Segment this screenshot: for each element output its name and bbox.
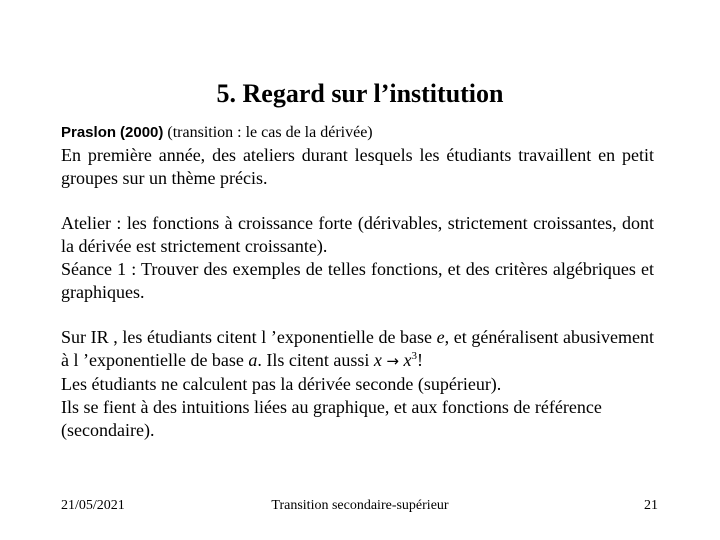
reference-line: [61, 122, 654, 144]
footer-title: Transition secondaire-supérieur: [271, 498, 449, 513]
text-segment: !: [416, 350, 423, 370]
variable-e: e: [436, 327, 445, 347]
paragraph-intuitions: Ils se fient à des intuitions liées au graphique, et aux fonctions de référence (secondaire).: [61, 397, 602, 440]
page-number: 21: [644, 498, 658, 513]
variable-x-cubed: x: [403, 350, 412, 370]
variable-a: a: [248, 350, 258, 370]
slide-title: 5. Regard sur l’institution: [216, 79, 504, 108]
spacer: [61, 304, 654, 326]
paragraph-atelier-theme: Atelier : les fonctions à croissance forte (dérivables, strictement croissantes, dont la dérivée est strictement croissante).: [61, 213, 654, 256]
text-segment: . Ils citent aussi: [257, 350, 374, 370]
reference-author: Praslon: [61, 124, 117, 141]
paragraph-exponentielle: [61, 326, 654, 373]
reference-year: (2000): [120, 124, 164, 141]
maps-to-arrow-icon: →: [386, 352, 399, 370]
paragraph-seance: Séance 1 : Trouver des exemples de telles fonctions, et des critères algébriques et graphiques.: [61, 259, 654, 302]
text-segment: Sur IR , les étudiants citent l ’exponentielle de base: [61, 327, 437, 347]
spacer: [61, 190, 654, 212]
footer-date: 21/05/2021: [61, 498, 125, 513]
paragraph-ateliers: En première année, des ateliers durant lesquels les étudiants travaillent en petit groupes sur un thème précis.: [61, 145, 654, 188]
slide-body: [61, 122, 654, 442]
variable-x: x: [373, 350, 382, 370]
paragraph-derivee-seconde: Les étudiants ne calculent pas la dérivée seconde (supérieur).: [61, 374, 502, 394]
reference-note: (transition : le cas de la dérivée): [167, 124, 373, 141]
text-segment: , et généralisent abusivement à l ’exponentielle de base: [61, 327, 654, 370]
exponent: 3: [411, 350, 417, 362]
